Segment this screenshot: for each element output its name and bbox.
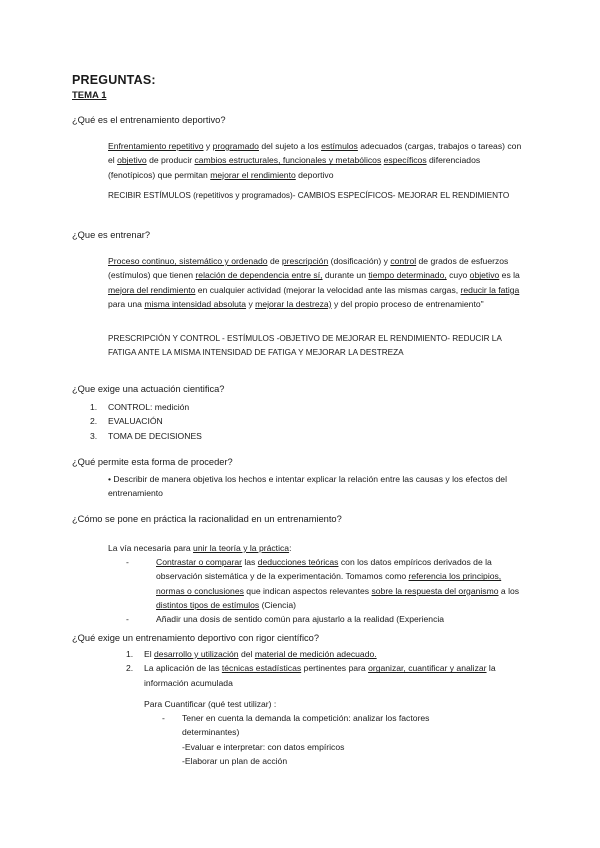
answer-1-span: adecuados (cargas, trabajos o tareas) con el <box>108 141 522 166</box>
list-text <box>156 555 528 612</box>
quantify-line-1: Tener en cuenta la demanda la competición: analizar los factores determinantes) <box>182 713 430 738</box>
answer-2-span: de grados de esfuerzos (estímulos) que tienen <box>108 256 509 281</box>
answer-2 <box>108 254 523 311</box>
list-span: material de medición adecuado. <box>254 649 377 659</box>
answer-1-span: del sujeto a los <box>258 141 322 151</box>
question-6: ¿Qué exige un entrenamiento deportivo con rigor científico? <box>72 633 320 643</box>
answer-4: • Describir de manera objetiva los hechos e intentar explicar la relación entre las causas y los efectos del entrenamiento <box>108 474 508 499</box>
dash-bullet: - <box>162 713 165 723</box>
intro-span: La vía necesaria para <box>108 543 194 553</box>
answer-1-span: deportivo <box>295 169 334 180</box>
list-item <box>126 555 528 612</box>
answer-2-span: durante un <box>322 270 369 281</box>
answer-2-span: mejora del rendimiento <box>108 284 196 295</box>
answer-2-span: y del propio proceso de entrenamiento" <box>331 298 484 309</box>
section-heading-tema-1: TEMA 1 <box>72 90 107 101</box>
list-text <box>144 647 528 661</box>
list-text <box>144 661 528 690</box>
list-number: 2. <box>90 416 98 427</box>
answer-2-span: objetivo <box>469 270 500 281</box>
list-text: TOMA DE DECISIONES <box>108 430 202 441</box>
answer-1-span: estímulos <box>321 141 358 151</box>
list-span: El <box>144 649 155 659</box>
answer-2-span: mejorar la destreza) <box>255 298 332 309</box>
answer-2-span: reducir la fatiga <box>460 284 520 295</box>
answer-1-span: diferenciados (fenotípicos) que permitan <box>108 155 481 180</box>
answer-2-span: Proceso continuo, sistemático y ordenado <box>108 256 268 266</box>
bullet-list-5 <box>126 555 528 626</box>
numbered-list-6 <box>126 647 528 690</box>
list-number: 1. <box>126 649 134 659</box>
answer-2-span: y <box>246 298 256 309</box>
answer-2-span: para una <box>108 298 145 309</box>
list-span: (Ciencia) <box>259 599 296 610</box>
list-span: que indican aspectos relevantes <box>243 585 372 596</box>
answer-5-intro <box>108 541 291 555</box>
list-span: con los datos empíricos derivados de la observación sistemática y de la experimentación. Tomamos como <box>156 557 492 582</box>
intro-span: : <box>289 543 292 553</box>
summary-1: RECIBIR ESTÍMULOS (repetitivos y programados)- CAMBIOS ESPECÍFICOS- MEJORAR EL RENDIMIENTO <box>108 191 510 200</box>
answer-2-span: relación de dependencia entre sí, <box>195 270 323 281</box>
list-span: referencia los principios, normas o conclusiones <box>156 571 502 596</box>
list-item <box>126 661 528 690</box>
answer-1-span: Enfrentamiento repetitivo <box>108 141 204 151</box>
answer-1-span: de producir <box>146 155 195 166</box>
list-span: deducciones teóricas <box>257 557 339 567</box>
list-span: sobre la respuesta del organismo <box>371 585 499 596</box>
question-1: ¿Qué es el entrenamiento deportivo? <box>72 115 226 125</box>
answer-2-span: (dosificación) y <box>328 256 391 266</box>
question-3: ¿Que exige una actuación cientifica? <box>72 384 225 394</box>
list-span: la información acumulada <box>144 663 496 688</box>
list-number: 1. <box>90 402 98 412</box>
answer-2-span: tiempo determinado, <box>368 270 447 281</box>
list-span: pertinentes para <box>301 663 369 674</box>
summary-2: PRESCRIPCIÓN Y CONTROL - ESTÍMULOS -OBJETIVO DE MEJORAR EL RENDIMIENTO- REDUCIR LA FATIGA ANTE LA MISMA INTENSIDAD DE FATIGA Y MEJORAR LA DESTREZA <box>108 334 502 358</box>
document-title: PREGUNTAS: <box>72 73 156 87</box>
list-span: distintos tipos de estímulos <box>156 599 260 610</box>
list-span: las <box>241 557 258 567</box>
answer-2-span: control <box>390 256 417 266</box>
question-4: ¿Qué permite esta forma de proceder? <box>72 457 233 467</box>
list-text: EVALUACIÓN <box>108 416 163 427</box>
dash-bullet: - <box>126 614 129 625</box>
question-5: ¿Cómo se pone en práctica la racionalidad en un entrenamiento? <box>72 514 342 524</box>
answer-1-span: objetivo <box>117 155 147 166</box>
answer-1-span: cambios estructurales, funcionales y metabólicos <box>194 155 382 166</box>
answer-1 <box>108 139 523 182</box>
quantify-line-3: -Elaborar un plan de acción <box>182 755 288 766</box>
answer-1-span: específicos <box>383 155 427 166</box>
list-span: desarrollo y utilización <box>154 649 239 659</box>
answer-2-span: prescripción <box>281 256 329 266</box>
quantify-line-2: -Evaluar e interpretar: con datos empíricos <box>182 741 345 752</box>
answer-2-span: en cualquier actividad (mejorar la velocidad ante las mismas cargas, <box>195 284 461 295</box>
list-item <box>126 647 528 661</box>
intro-span: unir la teoría y la práctica <box>193 543 290 553</box>
list-span: técnicas estadísticas <box>221 663 302 674</box>
list-text: CONTROL: medición <box>108 402 190 412</box>
answer-2-span: misma intensidad absoluta <box>144 298 247 309</box>
answer-1-span: mejorar el rendimiento <box>210 169 296 180</box>
quantify-list <box>162 711 462 768</box>
quantify-label: Para Cuantificar (qué test utilizar) : <box>144 699 277 709</box>
dash-bullet: - <box>126 557 129 567</box>
question-2: ¿Que es entrenar? <box>72 230 151 240</box>
answer-2-span: es la <box>499 270 520 281</box>
list-number: 3. <box>90 430 98 441</box>
answer-2-span: de <box>267 256 282 266</box>
list-text: Añadir una dosis de sentido común para ajustarlo a la realidad (Experiencia <box>156 614 445 625</box>
list-span: Contrastar o comparar <box>156 557 242 567</box>
list-span: organizar, cuantificar y analizar <box>368 663 487 674</box>
answer-1-span: programado <box>212 141 259 151</box>
answer-1-span: y <box>203 141 213 151</box>
answer-2-span: cuyo <box>446 270 470 281</box>
list-span: La aplicación de las <box>144 663 222 674</box>
list-span: a los <box>498 585 520 596</box>
list-span: del <box>238 649 255 659</box>
list-number: 2. <box>126 663 134 674</box>
list-item <box>126 612 528 626</box>
